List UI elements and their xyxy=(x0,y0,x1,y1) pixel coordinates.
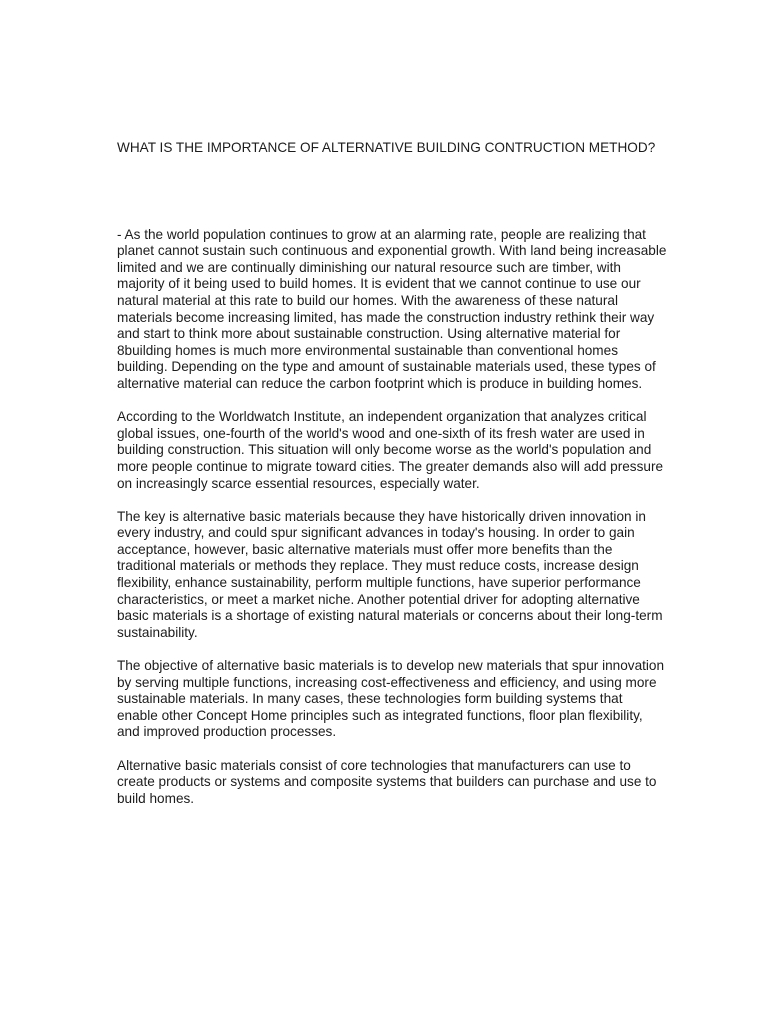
paragraph-population: - As the world population continues to grow at an alarming rate, people are realizing that planet cannot sustain such continuous and exponential growth. With land being increasable limited and we are continually diminishing our natural resource such are timber, with majority of it being used to build homes. It is evident that we cannot continue to use our natural material at this rate to build our homes. With the awareness of these natural materials become increasing limited, has made the construction industry rethink their way and start to think more about sustainable construction. Using alternative material for 8building homes is much more environmental sustainable than conventional homes building. Depending on the type and amount of sustainable materials used, these types of alternative material can reduce the carbon footprint which is produce in building homes. xyxy=(117,226,667,391)
paragraph-worldwatch: According to the Worldwatch Institute, an independent organization that analyzes critical global issues, one-fourth of the world's wood and one-sixth of its fresh water are used in building construction. This situation will only become worse as the world's population and more people continue to migrate toward cities. The greater demands also will add pressure on increasingly scarce essential resources, especially water. xyxy=(117,409,664,491)
paragraph-key-materials: The key is alternative basic materials because they have historically driven innovation in every industry, and could spur significant advances in today's housing. In order to gain acceptance, however, basic alternative materials must offer more benefits than the traditional materials or methods they replace. They must reduce costs, increase design flexibility, enhance sustainability, perform multiple functions, have superior performance characteristics, or meet a market niche. Another potential driver for adopting alternative basic materials is a shortage of existing natural materials or concerns about their long-term sustainability. xyxy=(117,508,663,640)
paragraph-core-technologies: Alternative basic materials consist of core technologies that manufacturers can use to create products or systems and composite systems that builders can purchase and use to build homes. xyxy=(117,757,657,806)
document-content xyxy=(117,140,667,824)
paragraph-objective: The objective of alternative basic materials is to develop new materials that spur innovation by serving multiple functions, increasing cost-effectiveness and efficiency, and using more sustainable materials. In many cases, these technologies form building systems that enable other Concept Home principles such as integrated functions, floor plan flexibility, and improved production processes. xyxy=(117,658,665,740)
document-body xyxy=(117,227,667,808)
document-title: WHAT IS THE IMPORTANCE OF ALTERNATIVE BUILDING CONTRUCTION METHOD? xyxy=(117,140,656,155)
